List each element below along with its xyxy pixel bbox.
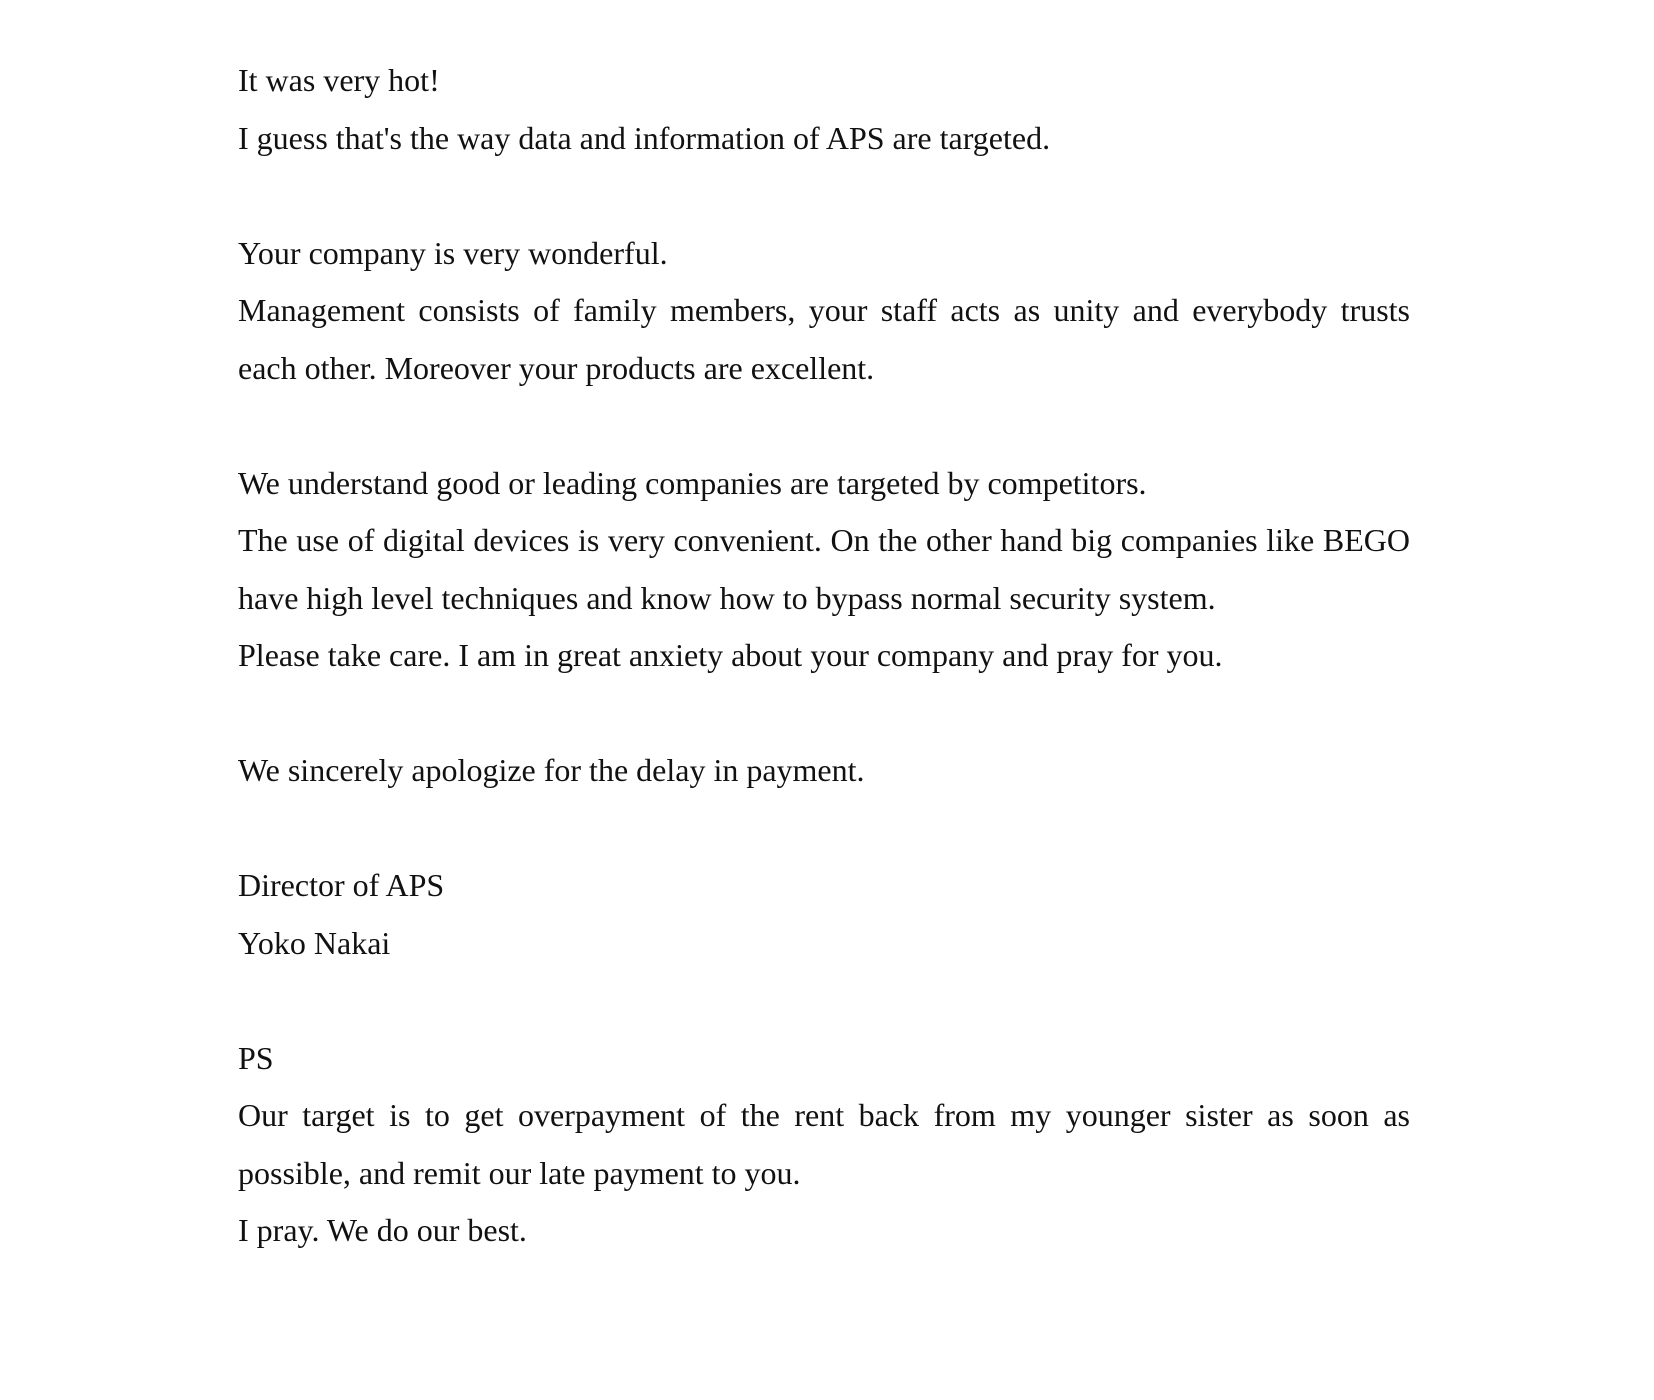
paragraph-gap [238,167,1410,225]
signature-name: Yoko Nakai [238,924,391,961]
postscript-closing: I pray. We do our best. [238,1212,527,1248]
apology-line: We sincerely apologize for the delay in payment. [238,752,865,788]
security-paragraph: The use of digital devices is very convenient. On the other hand big companies like BEGO have high level techniques and know how to bypass normal security system. [238,522,1410,616]
paragraph-gap [238,800,1410,858]
security-line-3: Please take care. I am in great anxiety about your company and pray for you. [238,637,1223,673]
company-line-1: Your company is very wonderful. [238,234,668,271]
company-paragraph: Management consists of family members, your staff acts as unity and everybody trusts each other. Moreover your products are excellent. [238,292,1410,386]
paragraph-gap [238,397,1410,455]
intro-line-1: It was very hot! [238,62,440,98]
letter-body [238,52,1410,1260]
security-line-1: We understand good or leading companies are targeted by competitors. [238,464,1147,501]
paragraph-gap [238,685,1410,743]
postscript-heading: PS [238,1039,274,1076]
paragraph-gap [238,972,1410,1030]
postscript-paragraph: Our target is to get overpayment of the rent back from my younger sister as soon as possible, and remit our late payment to you. [238,1097,1410,1191]
signature-title: Director of APS [238,867,445,903]
intro-line-2: I guess that's the way data and information of APS are targeted. [238,119,1051,156]
